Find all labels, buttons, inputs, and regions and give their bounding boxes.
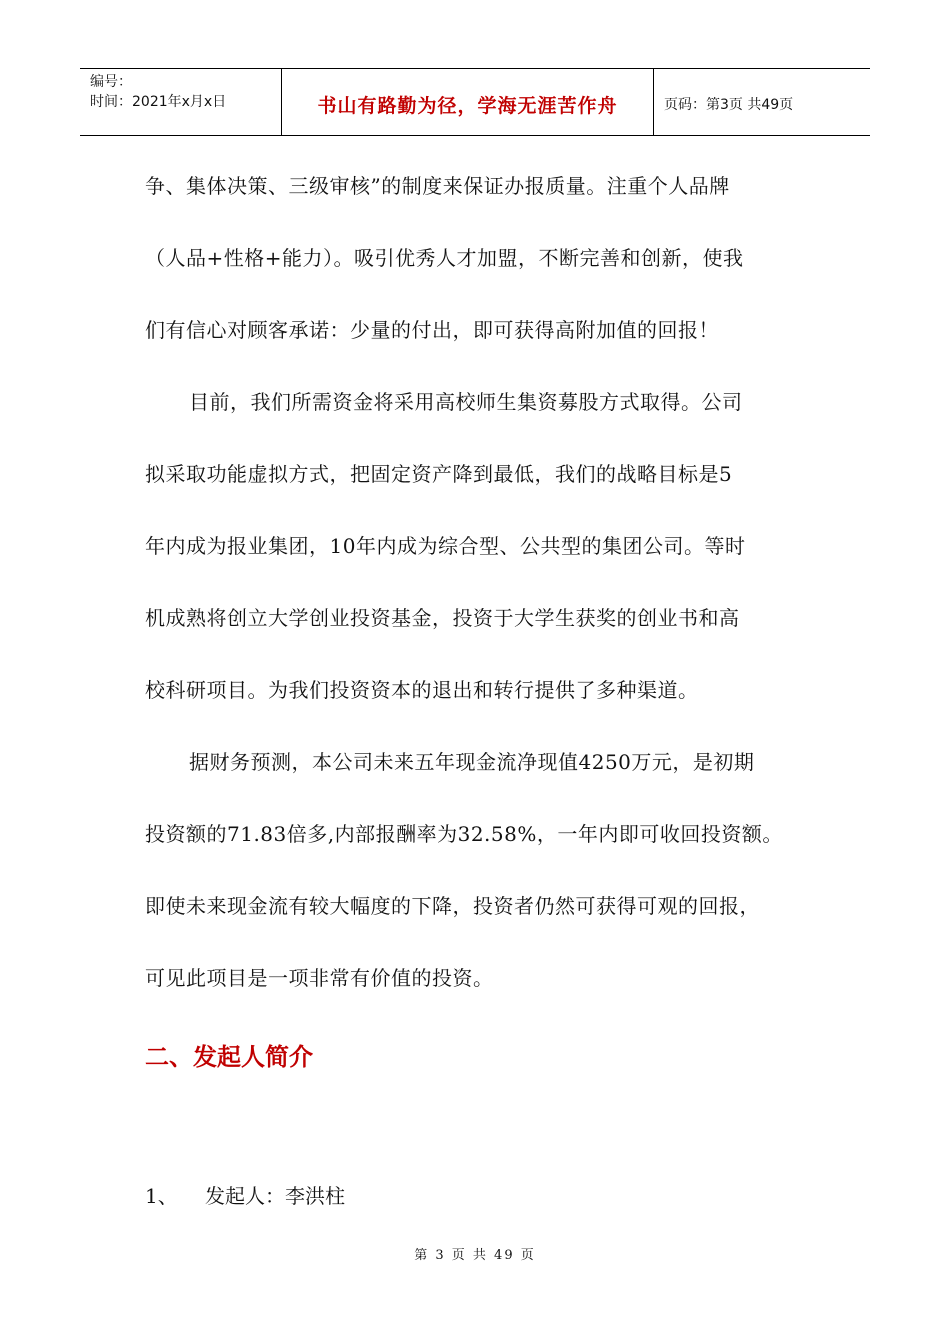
header-meta — [80, 69, 282, 135]
body-line: 目前，我们所需资金将采用高校师生集资募股方式取得。公司 — [189, 390, 743, 414]
body-line: 机成熟将创立大学创业投资基金，投资于大学生获奖的创业书和高 — [145, 606, 740, 630]
list-item-text: 发起人：李洪柱 — [205, 1184, 345, 1208]
header-time-label: 时间：2021年x月x日 — [90, 94, 227, 110]
body-line: 据财务预测，本公司未来五年现金流净现值4250万元，是初期 — [189, 750, 755, 774]
body-line: （人品+性格+能力）。吸引优秀人才加盟，不断完善和创新，使我 — [145, 246, 744, 270]
list-item — [145, 1176, 345, 1216]
body-line: 年内成为报业集团，10年内成为综合型、公共型的集团公司。等时 — [145, 534, 746, 558]
document-body — [145, 150, 810, 1014]
body-line: 校科研项目。为我们投资资本的退出和转行提供了多种渠道。 — [145, 678, 699, 702]
header-number-label: 编号： — [90, 74, 132, 90]
body-line: 可见此项目是一项非常有价值的投资。 — [145, 966, 494, 990]
section-title: 二、发起人简介 — [145, 1043, 313, 1071]
body-line: 争、集体决策、三级审核”的制度来保证办报质量。注重个人品牌 — [145, 174, 730, 198]
list-item-number: 1、 — [145, 1184, 178, 1208]
body-line: 们有信心对顾客承诺：少量的付出，即可获得高附加值的回报！ — [145, 318, 719, 342]
header-motto: 书山有路勤为径，学海无涯苦作舟 — [282, 69, 654, 135]
body-line: 拟采取功能虚拟方式，把固定资产降到最低，我们的战略目标是5 — [145, 462, 733, 486]
body-line: 即使未来现金流有较大幅度的下降，投资者仍然可获得可观的回报， — [145, 894, 760, 918]
body-line: 投资额的71.83倍多,内部报酬率为32.58%，一年内即可收回投资额。 — [145, 822, 783, 846]
header-page-info: 页码：第3页 共49页 — [664, 97, 794, 113]
page-header — [80, 68, 870, 136]
page-footer: 第 3 页 共 49 页 — [414, 1248, 536, 1263]
